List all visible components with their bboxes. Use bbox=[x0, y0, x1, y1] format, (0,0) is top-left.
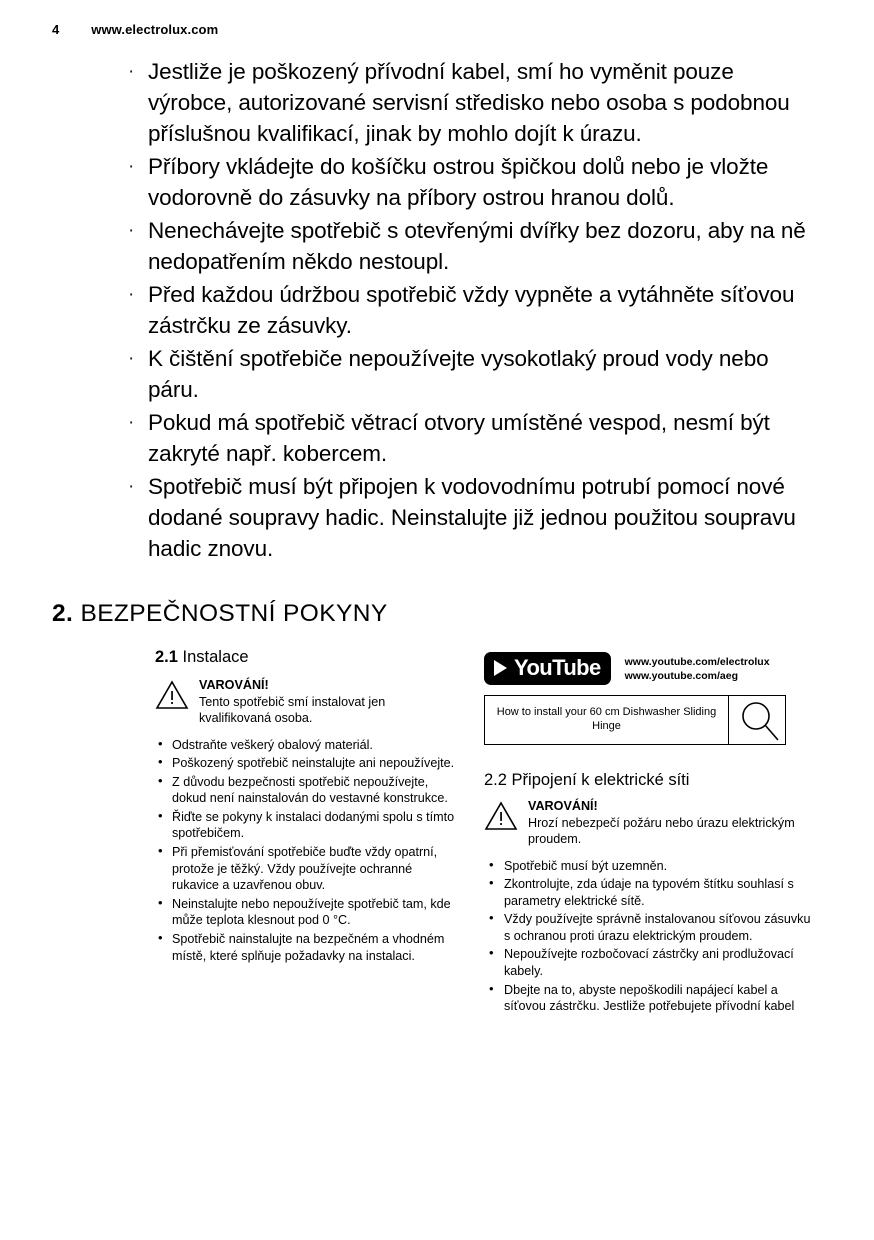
top-warning-list bbox=[122, 56, 812, 566]
section-number: 2.1 bbox=[155, 648, 178, 666]
video-reference-box[interactable] bbox=[484, 695, 786, 745]
bullet-icon: · bbox=[128, 412, 135, 433]
list-item bbox=[122, 407, 812, 469]
youtube-logo[interactable] bbox=[484, 652, 611, 685]
chapter-heading bbox=[52, 600, 388, 628]
youtube-links bbox=[625, 655, 770, 683]
bullet-icon: · bbox=[128, 348, 135, 369]
section-title: Instalace bbox=[182, 648, 249, 666]
electrical-bullet-list bbox=[484, 858, 814, 1015]
list-item bbox=[122, 471, 812, 564]
list-item bbox=[122, 151, 812, 213]
play-icon bbox=[494, 660, 507, 676]
list-item: • Řiďte se pokyny k instalaci dodanými spolu s tímto spotřebičem. bbox=[155, 809, 455, 842]
website-url: www.electrolux.com bbox=[91, 22, 219, 37]
chapter-title-text: BEZPEČNOSTNÍ POKYNY bbox=[80, 600, 388, 627]
list-item-text: Příbory vkládejte do košíčku ostrou špičkou dolů nebo je vložte vodorovně do zásuvky na příbory ostrou hranou dolů. bbox=[148, 154, 769, 210]
warning-triangle-icon bbox=[484, 801, 518, 831]
list-item-text: Pokud má spotřebič větrací otvory umístěné vespod, nesmí být zakryté např. kobercem. bbox=[148, 410, 770, 466]
list-item bbox=[122, 279, 812, 341]
list-item: • Poškozený spotřebič neinstalujte ani nepoužívejte. bbox=[155, 755, 455, 772]
section-heading-electrical bbox=[484, 771, 814, 790]
left-column bbox=[155, 648, 455, 966]
warning-triangle-icon bbox=[155, 680, 189, 710]
bullet-icon: · bbox=[128, 284, 135, 305]
bullet-icon: · bbox=[128, 220, 135, 241]
list-item: • Nepoužívejte rozbočovací zástrčky ani prodlužovací kabely. bbox=[484, 946, 814, 979]
list-item: • Spotřebič musí být uzemněn. bbox=[484, 858, 814, 875]
list-item-text: Nenechávejte spotřebič s otevřenými dvířky bez dozoru, aby na ně nedopatřením někdo nestoupl. bbox=[148, 218, 806, 274]
warning-title: VAROVÁNÍ! bbox=[199, 678, 269, 692]
youtube-promo bbox=[484, 652, 814, 685]
youtube-link-electrolux[interactable]: www.youtube.com/electrolux bbox=[624, 655, 770, 668]
chapter-number: 2. bbox=[52, 600, 74, 627]
page-header bbox=[52, 22, 218, 37]
warning-body: Hrozí nebezpečí požáru nebo úrazu elektrickým proudem. bbox=[528, 815, 795, 846]
section-heading-installation bbox=[155, 648, 455, 667]
bullet-icon: · bbox=[128, 61, 135, 82]
bullet-icon: · bbox=[128, 476, 135, 497]
warning-text-block bbox=[528, 798, 814, 848]
list-item: • Dbejte na to, abyste nepoškodili napájecí kabel a síťovou zástrčku. Jestliže potřebujete přívodní kabel bbox=[484, 982, 814, 1015]
list-item: • Zkontrolujte, zda údaje na typovém štítku souhlasí s parametry elektrické sítě. bbox=[484, 876, 814, 909]
warning-box-installation bbox=[155, 677, 455, 727]
list-item bbox=[122, 56, 812, 149]
warning-title: VAROVÁNÍ! bbox=[528, 799, 598, 813]
list-item: • Z důvodu bezpečnosti spotřebič nepoužívejte, dokud není nainstalován do vestavné konstrukce. bbox=[155, 774, 455, 807]
list-item bbox=[122, 215, 812, 277]
list-item: • Odstraňte veškerý obalový materiál. bbox=[155, 737, 455, 754]
youtube-logo-text: YouTube bbox=[514, 655, 601, 680]
list-item: • Vždy používejte správně instalovanou síťovou zásuvku s ochranou proti úrazu elektrickým proudem. bbox=[484, 911, 814, 944]
list-item-text: Spotřebič musí být připojen k vodovodnímu potrubí pomocí nové dodané soupravy hadic. Neinstalujte již jednou použitou soupravu hadic znovu. bbox=[148, 474, 796, 561]
warning-body: Tento spotřebič smí instalovat jen kvalifikovaná osoba. bbox=[199, 694, 386, 725]
list-item-text: K čištění spotřebiče nepoužívejte vysokotlaký proud vody nebo páru. bbox=[148, 346, 769, 402]
video-title: How to install your 60 cm Dishwasher Sliding Hinge bbox=[485, 696, 729, 744]
warning-box-electrical bbox=[484, 798, 814, 848]
magnifier-icon bbox=[729, 696, 785, 744]
youtube-link-aeg[interactable]: www.youtube.com/aeg bbox=[624, 669, 739, 682]
bullet-icon: · bbox=[128, 156, 135, 177]
section-title: Připojení k elektrické síti bbox=[511, 771, 690, 789]
page-number: 4 bbox=[52, 22, 60, 37]
list-item: • Neinstalujte nebo nepoužívejte spotřebič tam, kde může teplota klesnout pod 0 °C. bbox=[155, 896, 455, 929]
right-column bbox=[484, 648, 814, 1017]
section-number: 2.2 bbox=[484, 771, 507, 789]
warning-text-block bbox=[199, 677, 455, 727]
list-item: • Při přemisťování spotřebiče buďte vždy opatrní, protože je těžký. Vždy používejte ochranné rukavice a uzavřenou obuv. bbox=[155, 844, 455, 894]
list-item bbox=[122, 343, 812, 405]
list-item-text: Jestliže je poškozený přívodní kabel, smí ho vyměnit pouze výrobce, autorizované servisní středisko nebo osoba s podobnou příslušnou kvalifikací, jinak by mohlo dojít k úrazu. bbox=[148, 59, 790, 146]
installation-bullet-list bbox=[155, 737, 455, 965]
list-item-text: Před každou údržbou spotřebič vždy vypněte a vytáhněte síťovou zástrčku ze zásuvky. bbox=[148, 282, 795, 338]
list-item: • Spotřebič nainstalujte na bezpečném a vhodném místě, které splňuje požadavky na instalaci. bbox=[155, 931, 455, 964]
